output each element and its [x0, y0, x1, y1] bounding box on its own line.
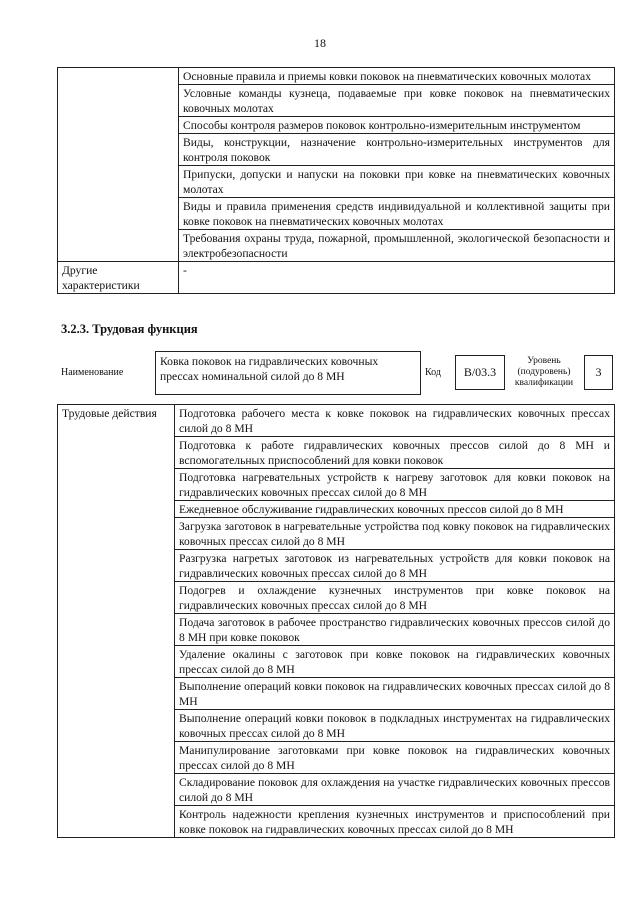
- table-row: [58, 68, 615, 85]
- labor-action-item: Загрузка заготовок в нагревательные устройства под ковку поковок на гидравлических ковочных прессах силой до 8 МН: [175, 518, 615, 550]
- knowledge-item: Требования охраны труда, пожарной, промышленной, экологической безопасности и электробезопасности: [179, 230, 615, 262]
- code-box: В/03.3: [455, 355, 505, 390]
- knowledge-item: Основные правила и приемы ковки поковок на пневматических ковочных молотах: [179, 68, 615, 85]
- other-characteristics-label: Другие характеристики: [58, 262, 179, 294]
- knowledge-item: Способы контроля размеров поковок контрольно-измерительным инструментом: [179, 117, 615, 134]
- labor-action-item: Подача заготовок в рабочее пространство гидравлических ковочных прессов силой до 8 МН при ковке поковок: [175, 614, 615, 646]
- labor-actions-table: [57, 404, 615, 838]
- labor-actions-label: Трудовые действия: [58, 405, 175, 838]
- labor-action-item: Контроль надежности крепления кузнечных инструментов и приспособлений при ковке поковок на гидравлических ковочных прессах силой до 8 МН: [175, 806, 615, 838]
- knowledge-item: Виды и правила применения средств индивидуальной и коллективной защиты при ковке поковок на пневматических ковочных молотах: [179, 198, 615, 230]
- labor-action-item: Складирование поковок для охлаждения на участке гидравлических ковочных прессов силой до 8 МН: [175, 774, 615, 806]
- labor-action-item: Манипулирование заготовками при ковке поковок на гидравлических ковочных прессах силой до 8 МН: [175, 742, 615, 774]
- level-box: 3: [584, 355, 613, 390]
- labor-action-item: Выполнение операций ковки поковок на гидравлических ковочных прессах силой до 8 МН: [175, 678, 615, 710]
- labor-action-item: Ежедневное обслуживание гидравлических ковочных прессов силой до 8 МН: [175, 501, 615, 518]
- labor-action-item: Выполнение операций ковки поковок в подкладных инструментах на гидравлических ковочных прессах силой до 8 МН: [175, 710, 615, 742]
- function-name-box: Ковка поковок на гидравлических ковочных прессах номинальной силой до 8 МН: [155, 351, 421, 395]
- labor-action-item: Подготовка нагревательных устройств к нагреву заготовок для ковки поковок на гидравлических ковочных прессах силой до 8 МН: [175, 469, 615, 501]
- labor-action-item: Удаление окалины с заготовок при ковке поковок на гидравлических ковочных прессах силой до 8 МН: [175, 646, 615, 678]
- name-label: Наименование: [61, 367, 124, 378]
- knowledge-item: Условные команды кузнеца, подаваемые при ковке поковок на пневматических ковочных молотах: [179, 85, 615, 117]
- knowledge-table: [57, 67, 615, 294]
- knowledge-label-cell: [58, 68, 179, 262]
- other-characteristics-value: -: [179, 262, 615, 294]
- table-row: [58, 262, 615, 294]
- labor-action-item: Подогрев и охлаждение кузнечных инструментов при ковке поковок на гидравлических ковочных прессах силой до 8 МН: [175, 582, 615, 614]
- table-row: [58, 405, 615, 437]
- page-number: 18: [314, 36, 326, 50]
- code-label: Код: [425, 367, 441, 378]
- labor-action-item: Подготовка рабочего места к ковке поковок на гидравлических ковочных прессах силой до 8 МН: [175, 405, 615, 437]
- labor-action-item: Подготовка к работе гидравлических ковочных прессов силой до 8 МН и вспомогательных приспособлений для ковки поковок: [175, 437, 615, 469]
- labor-action-item: Разгрузка нагретых заготовок из нагревательных устройств для ковки поковок на гидравлических ковочных прессах силой до 8 МН: [175, 550, 615, 582]
- level-label: Уровень (подуровень) квалификации: [514, 356, 574, 388]
- knowledge-item: Припуски, допуски и напуски на поковки при ковке на пневматических ковочных молотах: [179, 166, 615, 198]
- knowledge-item: Виды, конструкции, назначение контрольно-измерительных инструментов для контроля поковок: [179, 134, 615, 166]
- section-heading: 3.2.3. Трудовая функция: [61, 322, 198, 336]
